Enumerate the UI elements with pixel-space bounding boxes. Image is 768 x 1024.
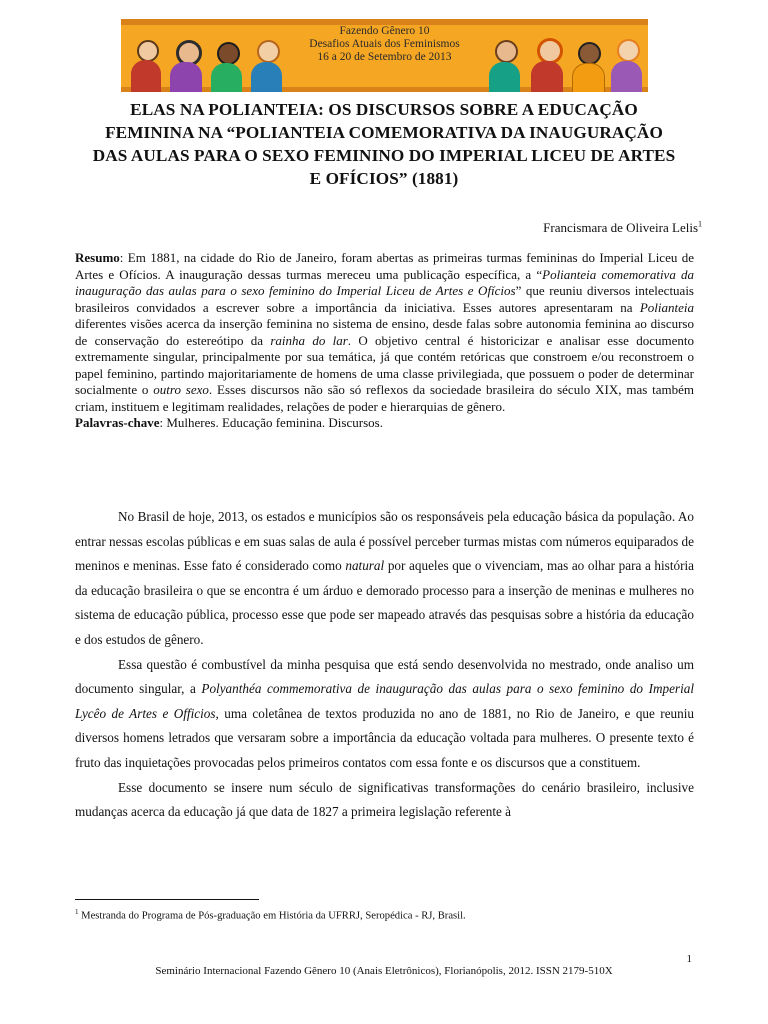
footnote <box>75 905 694 924</box>
abstract-italic-3: rainha do lar <box>270 332 348 348</box>
banner-line-2: Desafios Atuais dos Feminismos <box>309 38 460 50</box>
footnote-rule <box>75 899 259 900</box>
body-paragraph-2 <box>75 653 694 776</box>
title-line-3: DAS AULAS PARA O SEXO FEMININO DO IMPERIAL LICEU DE ARTES <box>92 146 676 165</box>
abstract-text-1: : Em 1881, na cidade do Rio de Janeiro, foram abertas as primeiras turmas femininas do Imperial Liceu de Artes e Ofícios. A inauguração dessas turmas mereceu uma publicação específica, a “ <box>75 250 694 282</box>
banner-line-3: 16 a 20 de Setembro de 2013 <box>317 51 452 63</box>
paper-title <box>60 98 708 190</box>
body-p2-text-b: , uma coletânea de textos produzida no ano de 1881, no Rio de Janeiro, e que reuniu diversos homens letrados que versaram sobre a importância da educação voltada para mulheres. O presente texto é fruto das inquietações provocadas pelos primeiros contatos com essa fonte e os discursos que a constituem. <box>75 705 694 770</box>
banner-figure-right-3 <box>569 34 607 92</box>
abstract-text-4: . O objetivo central é historicizar e analisar esse documento extremamente singular, principalmente por sua temática, já que contém retóricas que constroem e/ou reconstroem o papel feminino, partindo majoritariamente de homens de uma classe privilegiada, que possuem o poder de determinar socialmente o <box>75 332 695 397</box>
body-p1-italic: natural <box>345 558 385 574</box>
banner-figure-left-3 <box>207 34 247 92</box>
author-name: Francismara de Oliveira Lelis <box>543 220 698 235</box>
running-footer: Seminário Internacional Fazendo Gênero 10 (Anais Eletrônicos), Florianópolis, 2012. ISSN 2179-510X <box>155 965 613 977</box>
keywords <box>75 415 694 432</box>
footnote-text: Mestranda do Programa de Pós-graduação em História da UFRRJ, Seropédica - RJ, Brasil. <box>78 910 466 922</box>
footnote-mark: 1 <box>75 908 79 916</box>
body-paragraph-1 <box>75 505 694 653</box>
abstract-text-2: ” que reuniu diversos intelectuais brasileiros convidados a escrever sobre a importância da iniciativa. Esses autores apresentaram na <box>75 283 694 315</box>
author-footnote-mark: 1 <box>698 219 702 229</box>
title-line-1: ELAS NA POLIANTEIA: OS DISCURSOS SOBRE A EDUCAÇÃO <box>130 100 638 119</box>
abstract-italic-4: outro sexo <box>153 382 209 397</box>
abstract-text-5: . Esses discursos não são só reflexos da sociedade brasileira do século XIX, mas também criam, instituem e legitimam realidades, relações de poder e hierarquias de gênero. <box>75 382 695 414</box>
body-text <box>75 505 694 825</box>
banner-line-1: Fazendo Gênero 10 <box>339 25 430 37</box>
abstract <box>75 250 694 432</box>
page-number: 1 <box>686 953 692 965</box>
banner-figure-right-1 <box>485 32 525 92</box>
banner-figure-left-1 <box>127 32 165 92</box>
keywords-list: : Mulheres. Educação feminina. Discursos. <box>159 415 383 430</box>
body-p2-italic: Polyanthéa commemorativa de inauguração das aulas para o sexo feminino do Imperial Lycêo de Artes e Officios <box>75 681 694 721</box>
abstract-italic-2: Polianteia <box>639 299 694 315</box>
body-p2-text-a: Essa questão é combustível da minha pesquisa que está sendo desenvolvida no mestrado, onde analiso um documento singular, a <box>75 656 694 697</box>
banner-figure-left-4 <box>247 32 287 92</box>
abstract-text-3: diferentes visões acerca da inserção feminina no sistema de ensino, desde falas sobre autonomia feminina ao discurso de conservação do estereótipo da <box>75 316 694 348</box>
abstract-paragraph <box>75 250 694 415</box>
banner-figure-left-2 <box>165 30 207 92</box>
keywords-label: Palavras-chave <box>75 415 160 430</box>
body-p1-text-b: por aqueles que o vivenciam, mas ao olhar para a história da educação brasileira o que se encontra é um árduo e demorado processo para a inserção de meninas e mulheres no sistema de educação pública, processo esse que pode ser mapeado através das pesquisas sobre a história da educação e dos estudos de gênero. <box>75 558 694 647</box>
banner-figure-right-2 <box>527 30 567 92</box>
title-line-2: FEMININA NA “POLIANTEIA COMEMORATIVA DA INAUGURAÇÃO <box>105 123 663 142</box>
body-paragraph-3: Esse documento se insere num século de significativas transformações do cenário brasileiro, inclusive mudanças acerca da educação já que data de 1827 a primeira legislação referente à <box>75 779 694 820</box>
author-line <box>543 220 702 236</box>
abstract-italic-1: Polianteia comemorativa da inauguração das aulas para o sexo feminino do Imperial Liceu de Artes e Ofícios <box>75 266 695 298</box>
body-p1-text-a: No Brasil de hoje, 2013, os estados e municípios são os responsáveis pela educação básica da população. Ao entrar nessas escolas públicas e em suas salas de aula é possível perceber turmas mistas com números equiparados de meninos e meninas. Esse fato é considerado como <box>75 509 694 574</box>
banner-figure-right-4 <box>607 30 647 92</box>
abstract-label: Resumo <box>75 250 120 265</box>
banner-title <box>291 25 478 64</box>
title-line-4: E OFÍCIOS” (1881) <box>309 169 459 188</box>
conference-banner <box>121 19 648 92</box>
